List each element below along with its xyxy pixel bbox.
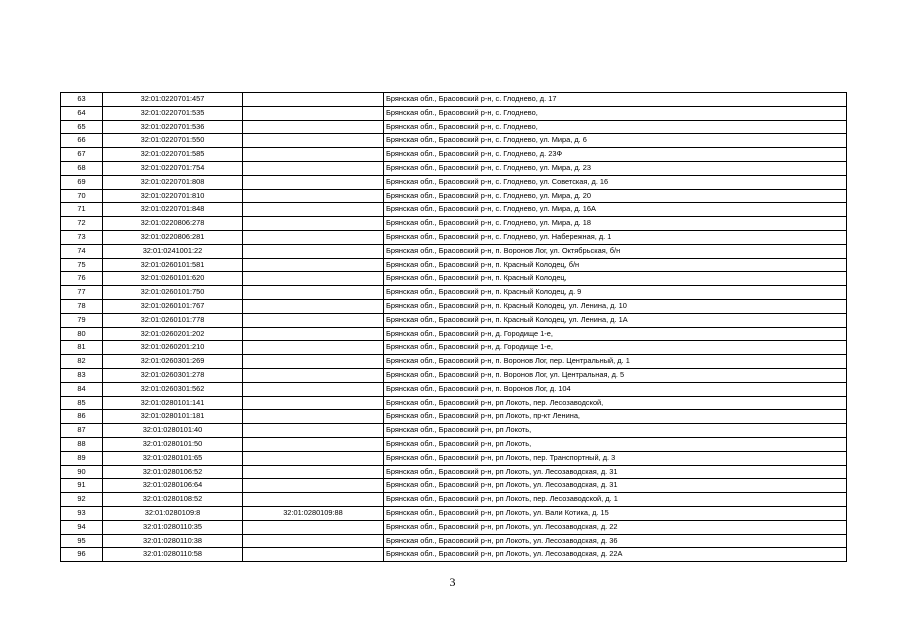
related-cadastral-number-cell: [243, 493, 384, 507]
row-number-cell: 82: [61, 355, 103, 369]
cadastral-number-cell: 32:01:0260101:767: [103, 299, 243, 313]
cadastral-number-cell: 32:01:0280101:65: [103, 451, 243, 465]
address-cell: Брянская обл., Брасовский р-н, рп Локоть, пер. Транспортный, д. 3: [384, 451, 847, 465]
cadastral-number-cell: 32:01:0260201:210: [103, 341, 243, 355]
address-cell: Брянская обл., Брасовский р-н, п. Воронов Лог, пер. Центральный, д. 1: [384, 355, 847, 369]
table-row: [61, 286, 847, 300]
row-number-cell: 89: [61, 451, 103, 465]
address-cell: Брянская обл., Брасовский р-н, п. Воронов Лог, д. 104: [384, 382, 847, 396]
page-number: 3: [449, 575, 456, 589]
row-number-cell: 80: [61, 327, 103, 341]
related-cadastral-number-cell: [243, 548, 384, 562]
related-cadastral-number-cell: [243, 120, 384, 134]
cadastral-number-cell: 32:01:0220701:457: [103, 93, 243, 107]
row-number-cell: 77: [61, 286, 103, 300]
address-cell: Брянская обл., Брасовский р-н, п. Красный Колодец, д. 9: [384, 286, 847, 300]
address-cell: Брянская обл., Брасовский р-н, п. Воронов Лог, ул. Центральная, д. 5: [384, 368, 847, 382]
table-row: [61, 217, 847, 231]
cadastral-number-cell: 32:01:0220701:585: [103, 148, 243, 162]
row-number-cell: 69: [61, 175, 103, 189]
table-row: [61, 437, 847, 451]
related-cadastral-number-cell: [243, 479, 384, 493]
address-cell: Брянская обл., Брасовский р-н, с. Глоднево, ул. Мира, д. 20: [384, 189, 847, 203]
related-cadastral-number-cell: [243, 286, 384, 300]
related-cadastral-number-cell: [243, 217, 384, 231]
related-cadastral-number-cell: [243, 244, 384, 258]
row-number-cell: 85: [61, 396, 103, 410]
cadastral-number-cell: 32:01:0220806:281: [103, 230, 243, 244]
row-number-cell: 72: [61, 217, 103, 231]
address-cell: Брянская обл., Брасовский р-н, с. Глоднево, ул. Набережная, д. 1: [384, 230, 847, 244]
related-cadastral-number-cell: [243, 203, 384, 217]
related-cadastral-number-cell: [243, 437, 384, 451]
address-cell: Брянская обл., Брасовский р-н, с. Глоднево, ул. Мира, д. 23: [384, 161, 847, 175]
cadastral-number-cell: 32:01:0280108:52: [103, 493, 243, 507]
cadastral-number-cell: 32:01:0280101:141: [103, 396, 243, 410]
address-cell: Брянская обл., Брасовский р-н, с. Глоднево, д. 17: [384, 93, 847, 107]
cadastral-number-cell: 32:01:0260301:278: [103, 368, 243, 382]
table-row: [61, 479, 847, 493]
related-cadastral-number-cell: [243, 341, 384, 355]
address-cell: Брянская обл., Брасовский р-н, п. Красный Колодец, ул. Ленина, д. 10: [384, 299, 847, 313]
cadastral-number-cell: 32:01:0220701:754: [103, 161, 243, 175]
related-cadastral-number-cell: [243, 368, 384, 382]
address-cell: Брянская обл., Брасовский р-н, с. Глоднево,: [384, 120, 847, 134]
related-cadastral-number-cell: [243, 520, 384, 534]
cadastral-number-cell: 32:01:0220701:810: [103, 189, 243, 203]
address-cell: Брянская обл., Брасовский р-н, рп Локоть, ул. Лесозаводская, д. 22: [384, 520, 847, 534]
row-number-cell: 86: [61, 410, 103, 424]
cadastral-number-cell: 32:01:0220701:848: [103, 203, 243, 217]
related-cadastral-number-cell: 32:01:0280109:88: [243, 506, 384, 520]
table-row: [61, 272, 847, 286]
table-row: [61, 244, 847, 258]
row-number-cell: 92: [61, 493, 103, 507]
table-row: [61, 134, 847, 148]
related-cadastral-number-cell: [243, 134, 384, 148]
related-cadastral-number-cell: [243, 465, 384, 479]
address-cell: Брянская обл., Брасовский р-н, д. Городище 1-е,: [384, 327, 847, 341]
row-number-cell: 95: [61, 534, 103, 548]
address-cell: Брянская обл., Брасовский р-н, п. Красный Колодец, ул. Ленина, д. 1А: [384, 313, 847, 327]
address-cell: Брянская обл., Брасовский р-н, с. Глоднево, ул. Мира, д. 6: [384, 134, 847, 148]
related-cadastral-number-cell: [243, 451, 384, 465]
related-cadastral-number-cell: [243, 382, 384, 396]
address-cell: Брянская обл., Брасовский р-н, рп Локоть, ул. Лесозаводская, д. 31: [384, 479, 847, 493]
address-cell: Брянская обл., Брасовский р-н, п. Красный Колодец, б/н: [384, 258, 847, 272]
row-number-cell: 76: [61, 272, 103, 286]
row-number-cell: 66: [61, 134, 103, 148]
cadastral-number-cell: 32:01:0280101:181: [103, 410, 243, 424]
related-cadastral-number-cell: [243, 93, 384, 107]
address-cell: Брянская обл., Брасовский р-н, рп Локоть, пер. Лесозаводской, д. 1: [384, 493, 847, 507]
row-number-cell: 64: [61, 106, 103, 120]
address-cell: Брянская обл., Брасовский р-н, с. Глоднево,: [384, 106, 847, 120]
row-number-cell: 65: [61, 120, 103, 134]
row-number-cell: 88: [61, 437, 103, 451]
row-number-cell: 94: [61, 520, 103, 534]
related-cadastral-number-cell: [243, 396, 384, 410]
related-cadastral-number-cell: [243, 258, 384, 272]
table-row: [61, 161, 847, 175]
address-cell: Брянская обл., Брасовский р-н, рп Локоть, ул. Лесозаводская, д. 31: [384, 465, 847, 479]
cadastral-number-cell: 32:01:0241001:22: [103, 244, 243, 258]
related-cadastral-number-cell: [243, 327, 384, 341]
row-number-cell: 81: [61, 341, 103, 355]
table-row: [61, 465, 847, 479]
table-row: [61, 93, 847, 107]
related-cadastral-number-cell: [243, 175, 384, 189]
table-row: [61, 327, 847, 341]
cadastral-number-cell: 32:01:0280106:52: [103, 465, 243, 479]
property-registry-table: [60, 92, 847, 562]
table-row: [61, 396, 847, 410]
row-number-cell: 75: [61, 258, 103, 272]
table-row: [61, 203, 847, 217]
row-number-cell: 91: [61, 479, 103, 493]
related-cadastral-number-cell: [243, 534, 384, 548]
address-cell: Брянская обл., Брасовский р-н, с. Глоднево, ул. Мира, д. 16А: [384, 203, 847, 217]
table-row: [61, 520, 847, 534]
row-number-cell: 90: [61, 465, 103, 479]
cadastral-number-cell: 32:01:0280110:58: [103, 548, 243, 562]
table-row: [61, 410, 847, 424]
cadastral-number-cell: 32:01:0260101:620: [103, 272, 243, 286]
table-row: [61, 548, 847, 562]
cadastral-number-cell: 32:01:0280101:40: [103, 424, 243, 438]
address-cell: Брянская обл., Брасовский р-н, п. Красный Колодец,: [384, 272, 847, 286]
cadastral-number-cell: 32:01:0280110:38: [103, 534, 243, 548]
cadastral-number-cell: 32:01:0280106:64: [103, 479, 243, 493]
table-row: [61, 258, 847, 272]
cadastral-number-cell: 32:01:0260301:269: [103, 355, 243, 369]
table-row: [61, 120, 847, 134]
table-row: [61, 424, 847, 438]
cadastral-number-cell: 32:01:0280101:50: [103, 437, 243, 451]
related-cadastral-number-cell: [243, 161, 384, 175]
cadastral-number-cell: 32:01:0260101:750: [103, 286, 243, 300]
cadastral-number-cell: 32:01:0260201:202: [103, 327, 243, 341]
related-cadastral-number-cell: [243, 272, 384, 286]
row-number-cell: 74: [61, 244, 103, 258]
related-cadastral-number-cell: [243, 148, 384, 162]
address-cell: Брянская обл., Брасовский р-н, рп Локоть, ул. Лесозаводская, д. 36: [384, 534, 847, 548]
table-row: [61, 493, 847, 507]
table-row: [61, 534, 847, 548]
cadastral-number-cell: 32:01:0220806:278: [103, 217, 243, 231]
related-cadastral-number-cell: [243, 299, 384, 313]
row-number-cell: 70: [61, 189, 103, 203]
related-cadastral-number-cell: [243, 106, 384, 120]
cadastral-number-cell: 32:01:0260101:581: [103, 258, 243, 272]
table-row: [61, 506, 847, 520]
row-number-cell: 83: [61, 368, 103, 382]
row-number-cell: 87: [61, 424, 103, 438]
table-row: [61, 355, 847, 369]
table-row: [61, 106, 847, 120]
table-row: [61, 382, 847, 396]
row-number-cell: 84: [61, 382, 103, 396]
related-cadastral-number-cell: [243, 355, 384, 369]
address-cell: Брянская обл., Брасовский р-н, рп Локоть, пер. Лесозаводской,: [384, 396, 847, 410]
address-cell: Брянская обл., Брасовский р-н, с. Глоднево, д. 23Ф: [384, 148, 847, 162]
related-cadastral-number-cell: [243, 410, 384, 424]
cadastral-number-cell: 32:01:0220701:550: [103, 134, 243, 148]
row-number-cell: 68: [61, 161, 103, 175]
table-row: [61, 368, 847, 382]
table-row: [61, 189, 847, 203]
table-row: [61, 230, 847, 244]
address-cell: Брянская обл., Брасовский р-н, с. Глоднево, ул. Мира, д. 18: [384, 217, 847, 231]
cadastral-number-cell: 32:01:0280109:8: [103, 506, 243, 520]
registry-table-body: [61, 93, 847, 562]
table-row: [61, 313, 847, 327]
table-row: [61, 451, 847, 465]
row-number-cell: 93: [61, 506, 103, 520]
cadastral-number-cell: 32:01:0260101:778: [103, 313, 243, 327]
address-cell: Брянская обл., Брасовский р-н, рп Локоть,: [384, 424, 847, 438]
address-cell: Брянская обл., Брасовский р-н, рп Локоть,: [384, 437, 847, 451]
related-cadastral-number-cell: [243, 424, 384, 438]
related-cadastral-number-cell: [243, 230, 384, 244]
related-cadastral-number-cell: [243, 313, 384, 327]
address-cell: Брянская обл., Брасовский р-н, с. Глоднево, ул. Советская, д. 16: [384, 175, 847, 189]
address-cell: Брянская обл., Брасовский р-н, рп Локоть, ул. Вали Котика, д. 15: [384, 506, 847, 520]
cadastral-number-cell: 32:01:0260301:562: [103, 382, 243, 396]
row-number-cell: 78: [61, 299, 103, 313]
address-cell: Брянская обл., Брасовский р-н, д. Городище 1-е,: [384, 341, 847, 355]
address-cell: Брянская обл., Брасовский р-н, рп Локоть, ул. Лесозаводская, д. 22А: [384, 548, 847, 562]
cadastral-number-cell: 32:01:0220701:536: [103, 120, 243, 134]
row-number-cell: 71: [61, 203, 103, 217]
cadastral-number-cell: 32:01:0220701:808: [103, 175, 243, 189]
row-number-cell: 67: [61, 148, 103, 162]
table-row: [61, 299, 847, 313]
table-row: [61, 175, 847, 189]
row-number-cell: 96: [61, 548, 103, 562]
cadastral-number-cell: 32:01:0280110:35: [103, 520, 243, 534]
row-number-cell: 79: [61, 313, 103, 327]
row-number-cell: 73: [61, 230, 103, 244]
row-number-cell: 63: [61, 93, 103, 107]
cadastral-number-cell: 32:01:0220701:535: [103, 106, 243, 120]
related-cadastral-number-cell: [243, 189, 384, 203]
address-cell: Брянская обл., Брасовский р-н, п. Воронов Лог, ул. Октябрьская, б/н: [384, 244, 847, 258]
table-row: [61, 341, 847, 355]
table-row: [61, 148, 847, 162]
address-cell: Брянская обл., Брасовский р-н, рп Локоть, пр-кт Ленина,: [384, 410, 847, 424]
